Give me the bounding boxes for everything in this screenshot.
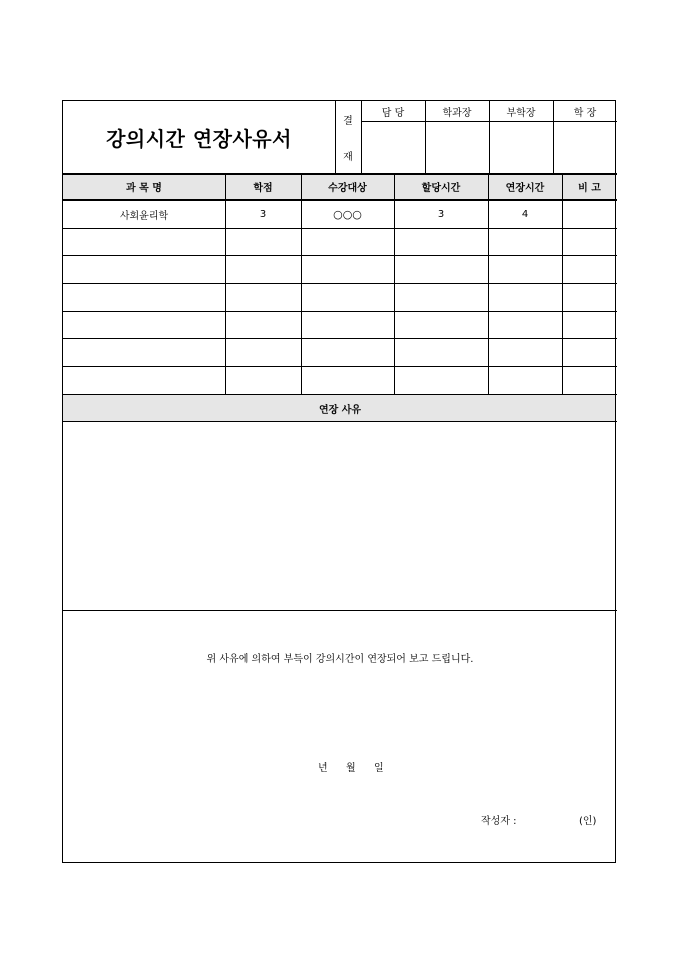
date-year-label: 년: [318, 763, 328, 774]
seal-mark: (인): [579, 816, 597, 827]
signature-box-dean[interactable]: [554, 122, 617, 173]
table-row[interactable]: [63, 339, 617, 366]
signature-box-staff[interactable]: [362, 122, 425, 173]
table-row[interactable]: [63, 284, 617, 311]
table-row[interactable]: [63, 229, 617, 255]
column-header-extended-hours: 연장시간: [505, 182, 545, 194]
table-cell-extended-hours[interactable]: 4: [521, 208, 529, 220]
approval-role-dean: 학 장: [573, 107, 597, 119]
date-month-label: 월: [346, 763, 356, 774]
column-header-allocated-hours: 할당시간: [421, 182, 461, 194]
column-header-target-students: 수강대상: [328, 182, 367, 194]
table-cell-target-students[interactable]: ○○○: [333, 207, 362, 221]
reason-textarea[interactable]: [63, 422, 617, 610]
column-header-remarks: 비 고: [578, 182, 601, 194]
report-form: [62, 100, 616, 863]
approval-label-bottom: 재: [343, 151, 353, 163]
divider: [63, 610, 617, 611]
table-cell-subject[interactable]: 사회윤리학: [119, 210, 169, 222]
author-name-field[interactable]: [533, 809, 573, 827]
table-row[interactable]: [63, 256, 617, 283]
document-title: 강의시간 연장사유서: [106, 126, 292, 151]
signature-box-vice-dean[interactable]: [490, 122, 553, 173]
approval-role-vice-dean: 부학장: [506, 107, 536, 119]
table-cell-credits[interactable]: 3: [259, 208, 267, 220]
approval-label-top: 결: [343, 115, 353, 127]
column-header-subject: 과 목 명: [126, 182, 162, 194]
table-cell-allocated-hours[interactable]: 3: [437, 208, 445, 220]
table-row[interactable]: [63, 367, 617, 394]
signature-box-dept-head[interactable]: [426, 122, 489, 173]
table-row[interactable]: [63, 312, 617, 338]
reason-heading: 연장 사유: [318, 404, 362, 416]
table-cell-remarks[interactable]: [562, 200, 617, 228]
author-label: 작성자 :: [481, 816, 517, 827]
column-header-credits: 학점: [253, 182, 273, 194]
report-statement: 위 사유에 의하여 부득이 강의시간이 연장되어 보고 드립니다.: [206, 654, 474, 665]
approval-role-dept-head: 학과장: [442, 107, 472, 119]
approval-role-staff: 담 당: [381, 107, 405, 119]
date-day-label: 일: [374, 763, 384, 774]
